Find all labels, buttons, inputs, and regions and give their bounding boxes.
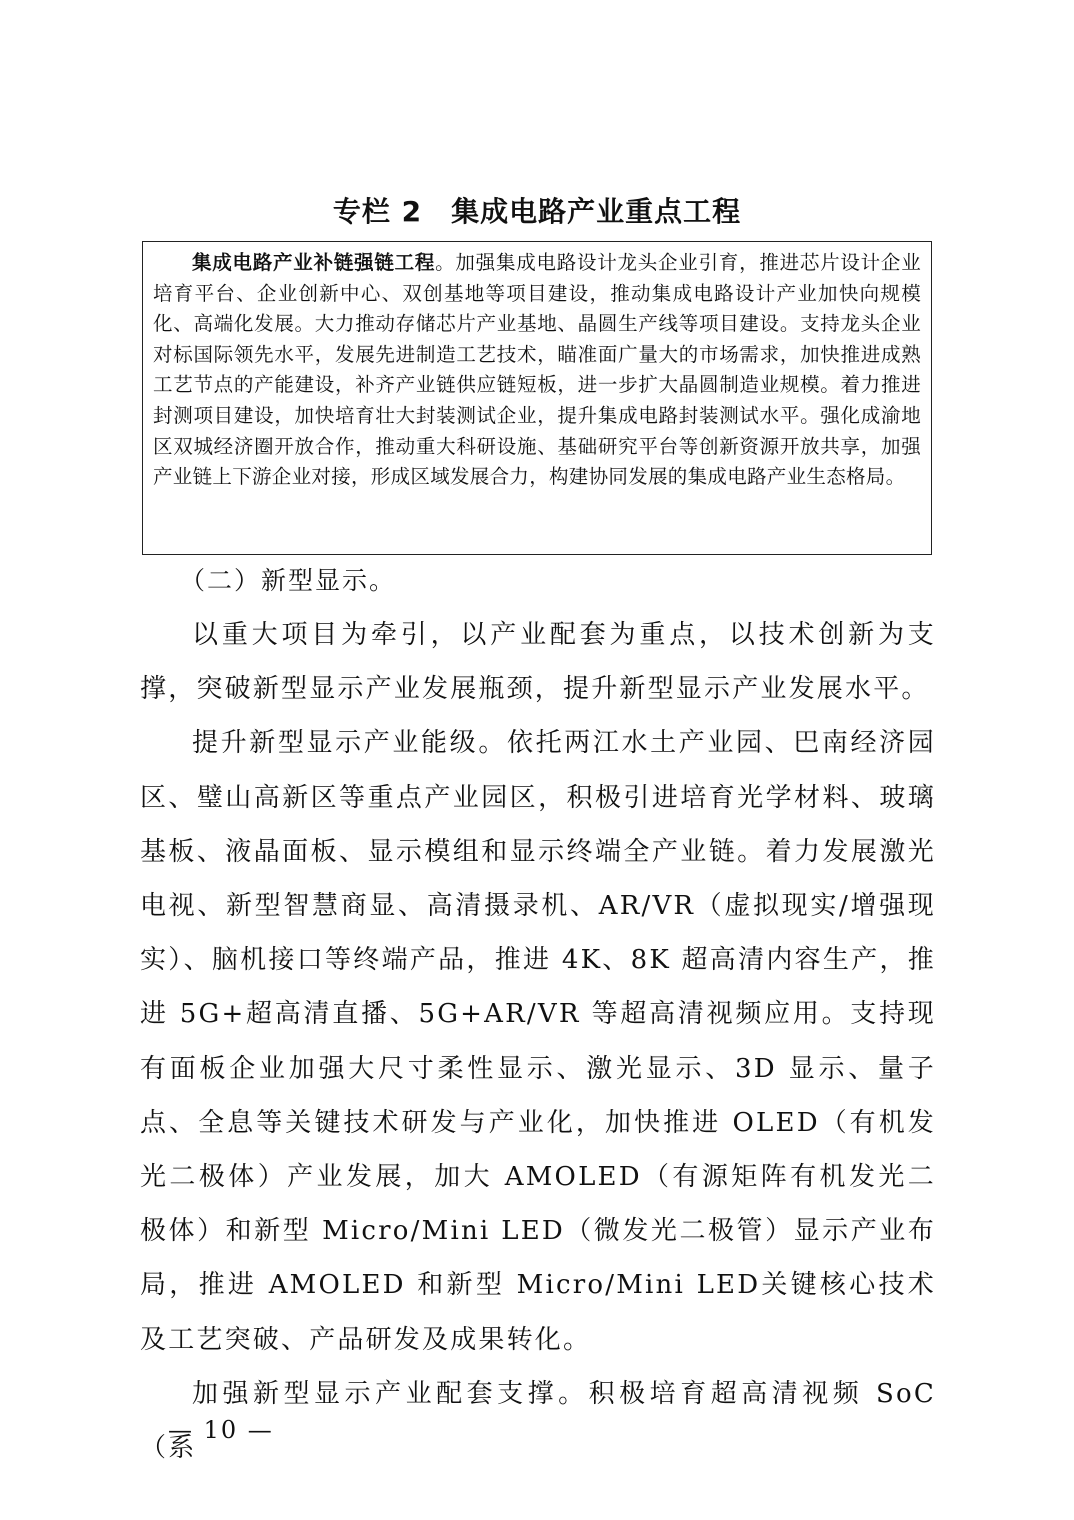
paragraph: 提升新型显示产业能级。依托两江水土产业园、巴南经济园区、璧山高新区等重点产业园区，积极引进培育光学材料、玻璃基板、液晶面板、显示模组和显示终端全产业链。着力发展激光电视、新型智慧商显、高清摄录机、AR/VR（虚拟现实/增强现实）、脑机接口等终端产品，推进 4K、8K 超高清内容生产，推进 5G+超高清直播、5G+AR/VR 等超高清视频应用。支持现有面板企业加强大尺寸柔性显示、激光显示、3D 显示、量子点、全息等关键技术研发与产业化，加快推进 OLED（有机发光二极体）产业发展，加大 AMOLED（有源矩阵有机发光二极体）和新型 Micro/Mini LED（微发光二极管）显示产业布局，推进 AMOLED 和新型 Micro/Mini LED关键核心技术及工艺突破、产品研发及成果转化。 bbox=[140, 728, 936, 1355]
section-heading: （二）新型显示。 bbox=[180, 566, 397, 595]
box-text: 。加强集成电路设计龙头企业引育，推进芯片设计企业培育平台、企业创新中心、双创基地等项目建设，推动集成电路设计产业加快向规模化、高端化发展。大力推动存储芯片产业基地、晶圆生产线等项目建设。支持龙头企业对标国际领先水平，发展先进制造工艺技术，瞄准面广量大的市场需求，加快推进成熟工艺节点的产能建设，补齐产业链供应链短板，进一步扩大晶圆制造业规模。着力推进封测项目建设，加快培育壮大封装测试企业，提升集成电路封装测试水平。强化成渝地区双城经济圈开放合作，推动重大科研设施、基础研究平台等创新资源开放共享，加强产业链上下游企业对接，形成区域发展合力，构建协同发展的集成电路产业生态格局。 bbox=[153, 251, 921, 489]
paragraph: 以重大项目为牵引，以产业配套为重点，以技术创新为支撑，突破新型显示产业发展瓶颈，提升新型显示产业发展水平。 bbox=[140, 620, 936, 705]
box-title: 专栏 2 集成电路产业重点工程 bbox=[332, 195, 742, 228]
box-lead: 集成电路产业补链强链工程 bbox=[192, 251, 436, 274]
page-number: — 10 — bbox=[168, 1416, 274, 1444]
paragraph: 加强新型显示产业配套支撑。积极培育超高清视频 SoC（系 bbox=[140, 1378, 936, 1464]
feature-box bbox=[142, 241, 932, 555]
section-body bbox=[140, 608, 936, 1475]
